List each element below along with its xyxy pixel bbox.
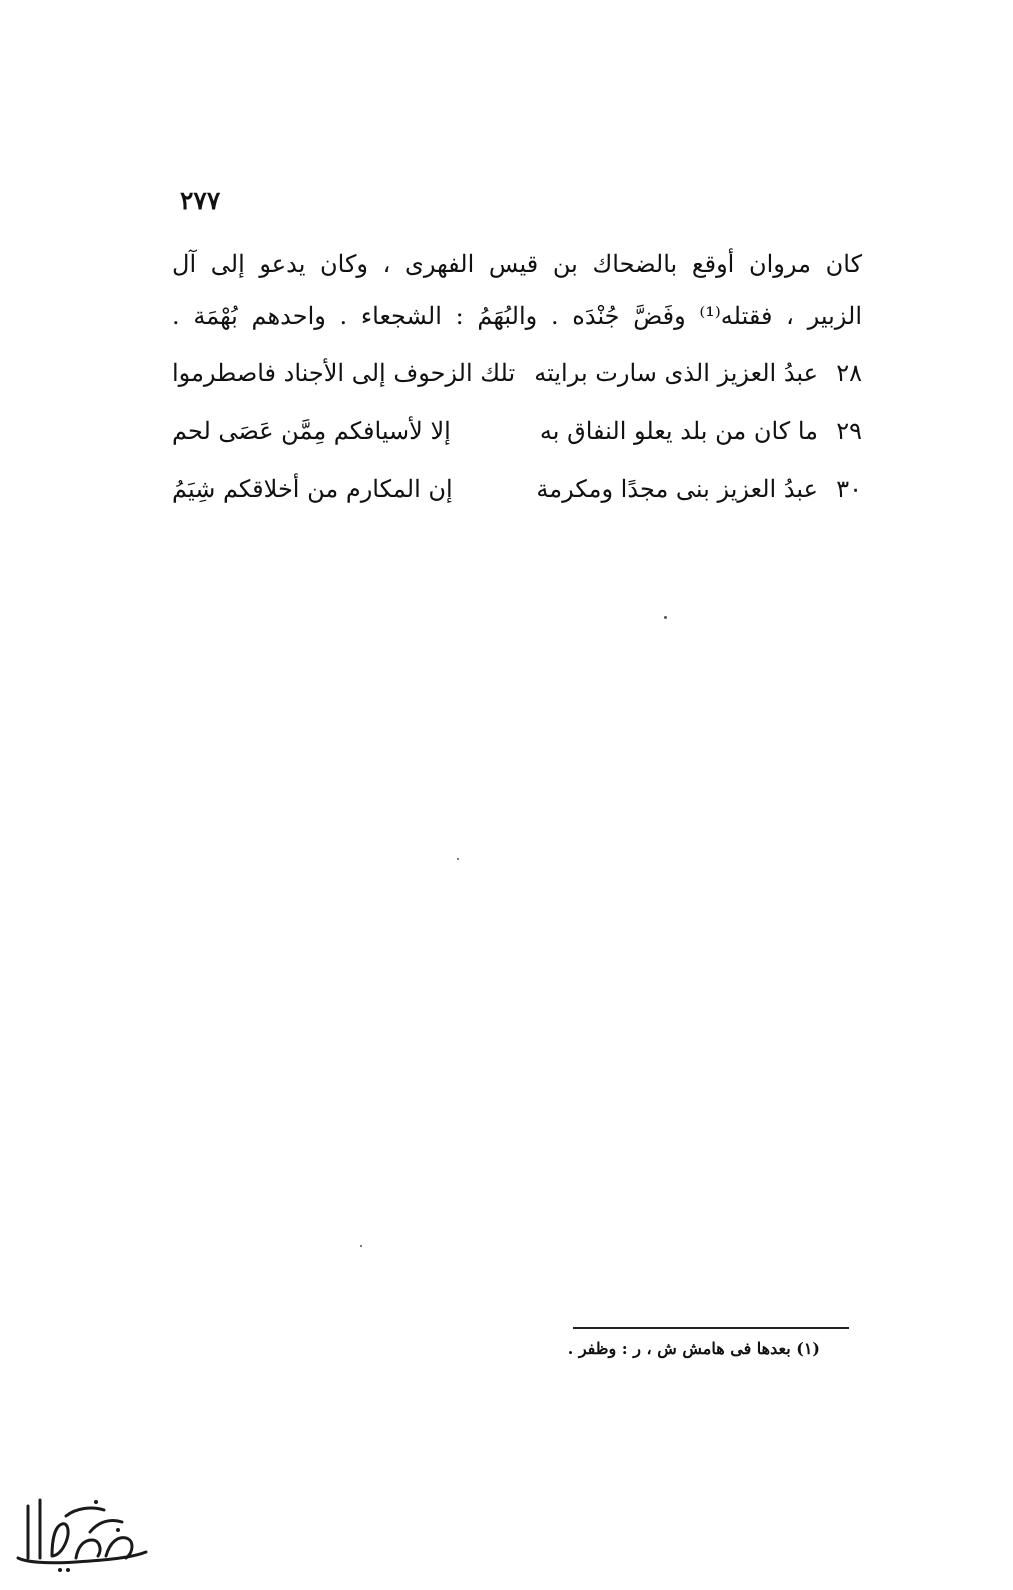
- verse-first-hemistich: ما كان من بلد يعلو النفاق به: [539, 417, 818, 445]
- prose-line-1: كان مروان أوقع بالضحاك بن قيس الفهرى ، وكان يدعو إلى آل: [172, 250, 862, 278]
- verse-29: [172, 402, 862, 460]
- scan-speck: [360, 1245, 362, 1247]
- verse-second-hemistich: إلا لأسيافكم مِمَّن عَصَى لحم: [172, 417, 451, 445]
- prose-line-2: الزبير ، فقتله⁽¹⁾ وفَضَّ جُنْدَه . والبُهَمُ : الشجعاء . واحدهم بُهْمَة .: [172, 302, 862, 330]
- verse-second-hemistich: إن المكارم من أخلاقكم شِيَمُ: [172, 475, 453, 503]
- calligraphy-watermark-logo: [6, 1466, 156, 1576]
- poem-verses: [172, 344, 862, 518]
- page-number: ٢٧٧: [180, 186, 221, 215]
- verse-30: [172, 460, 862, 518]
- prose-paragraph: [172, 238, 862, 342]
- verse-first-hemistich: عبدُ العزيز بنى مجدًا ومكرمة: [536, 475, 818, 503]
- verse-second-hemistich: تلك الزحوف إلى الأجناد فاصطرموا: [172, 359, 516, 387]
- scan-speck: [457, 858, 459, 860]
- verse-number: ٢٩: [836, 417, 862, 445]
- scan-speck: [664, 616, 667, 619]
- verse-number: ٢٨: [836, 359, 862, 387]
- verse-28: [172, 344, 862, 402]
- watermark-calligraphy-icon: [6, 1466, 156, 1576]
- footnote: (١) بعدها فى هامش ش ، ر : وظفر .: [567, 1339, 820, 1358]
- verse-number: ٣٠: [836, 475, 862, 503]
- verse-first-hemistich: عبدُ العزيز الذى سارت برايته: [534, 359, 818, 387]
- footnote-divider: [573, 1327, 849, 1329]
